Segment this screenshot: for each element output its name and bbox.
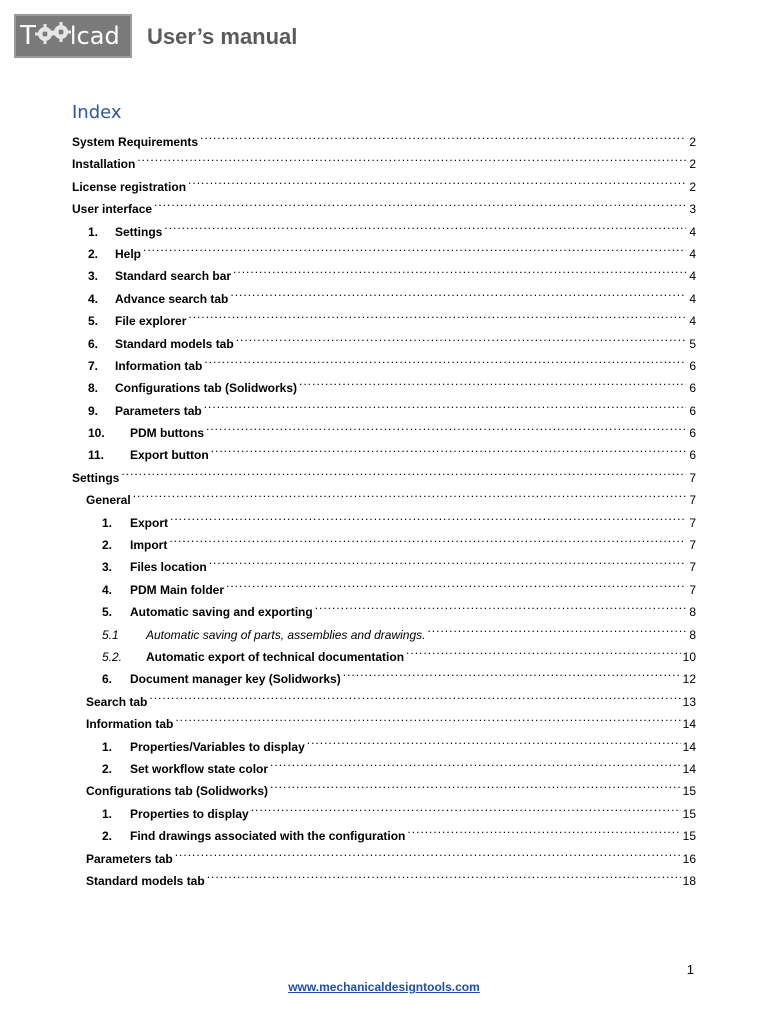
toc-entry-page: 10 (682, 649, 696, 664)
toc-entry-number: 10. (88, 426, 105, 441)
toc-entry-label: Installation (72, 157, 136, 172)
toc-dot-leader (169, 527, 686, 549)
toc-entry-label: Configurations tab (Solidworks) (115, 381, 297, 396)
toc-dot-leader (251, 796, 681, 818)
toc-entry-label: Settings (72, 470, 120, 485)
toc-entry-label: User interface (72, 202, 153, 217)
toc-entry-number: 5. (88, 314, 99, 329)
toc-dot-leader (315, 594, 686, 616)
toc-entry[interactable] (72, 706, 696, 732)
gears-icon (35, 17, 71, 57)
toc-dot-leader (188, 303, 686, 325)
toc-dot-leader (204, 393, 686, 415)
toc-dot-leader (270, 751, 681, 773)
toc-entry[interactable] (72, 684, 696, 709)
toc-entry-page: 7 (689, 493, 696, 508)
toc-entry[interactable] (72, 146, 696, 172)
toc-entry[interactable] (72, 124, 696, 149)
toc-entry-number: 2. (88, 246, 99, 261)
toc-entry-number: 1. (102, 806, 113, 821)
toc-entry-label: Help (115, 246, 142, 261)
toc-entry-page: 7 (689, 582, 696, 597)
toc-entry-label: Properties/Variables to display (130, 739, 305, 754)
index-heading: Index (72, 102, 122, 123)
table-of-contents (72, 124, 696, 888)
toc-entry-page: 7 (689, 515, 696, 530)
toc-entry-label: Export (130, 515, 169, 530)
toc-dot-leader (307, 729, 681, 751)
toc-entry[interactable] (72, 258, 696, 284)
toc-dot-leader (209, 549, 686, 571)
toc-entry-number: 6. (102, 672, 113, 687)
toc-entry[interactable] (72, 505, 696, 530)
toc-entry-label: License registration (72, 179, 187, 194)
toc-entry-number: 4. (88, 291, 99, 306)
toc-entry-label: Standard search bar (115, 269, 232, 284)
toc-entry-label: Set workflow state color (130, 761, 269, 776)
website-link[interactable]: www.mechanicaldesigntools.com (288, 980, 480, 994)
toc-entry-label: Export button (130, 448, 209, 463)
toc-entry-label: Automatic export of technical documentation (146, 649, 405, 664)
toc-dot-leader (211, 437, 686, 459)
toc-entry-page: 14 (682, 761, 696, 776)
toc-entry-label: Parameters tab (115, 403, 202, 418)
toc-entry-number: 1. (88, 224, 99, 239)
toc-entry-page: 4 (689, 291, 696, 306)
toc-entry-number: 2. (102, 538, 113, 553)
toc-entry-number: 6. (88, 336, 99, 351)
toc-entry-number: 11. (88, 448, 105, 463)
toc-entry-number: 1. (102, 739, 113, 754)
toc-entry-page: 2 (689, 157, 696, 172)
toc-entry-label: Information tab (115, 358, 203, 373)
toc-dot-leader (233, 258, 686, 280)
toc-dot-leader (204, 348, 686, 370)
toc-entry-label: Information tab (86, 717, 174, 732)
toc-entry-number: 4. (102, 582, 113, 597)
toc-entry-label: Advance search tab (115, 291, 229, 306)
toc-entry-label: PDM Main folder (130, 582, 225, 597)
toc-entry-page: 13 (682, 694, 696, 709)
toc-dot-leader (299, 370, 686, 392)
toc-entry-page: 6 (689, 358, 696, 373)
toc-entry-page: 8 (689, 605, 696, 620)
toc-dot-leader (206, 415, 686, 437)
toc-entry-page: 15 (682, 829, 696, 844)
toc-dot-leader (200, 124, 686, 146)
toc-entry-number: 5.2. (102, 649, 123, 664)
toc-entry-number: 3. (88, 269, 99, 284)
toolcad-logo (14, 14, 132, 58)
toc-dot-leader (407, 818, 680, 840)
toc-entry-label: General (86, 493, 131, 508)
toc-entry-number: 5. (102, 605, 113, 620)
toc-entry-label: File explorer (115, 314, 187, 329)
toc-entry-label: Standard models tab (86, 873, 205, 888)
toc-entry-page: 5 (689, 336, 696, 351)
toc-entry-page: 18 (682, 873, 696, 888)
toc-entry-number: 3. (102, 560, 113, 575)
toc-entry-page: 3 (689, 202, 696, 217)
toc-entry-page: 2 (689, 179, 696, 194)
toc-entry-number: 7. (88, 358, 99, 373)
toc-entry-label: Properties to display (130, 806, 249, 821)
toc-entry-page: 7 (689, 560, 696, 575)
toc-entry-label: Import (130, 538, 168, 553)
toc-dot-leader (164, 214, 686, 236)
toc-entry-page: 14 (682, 739, 696, 754)
toc-entry-page: 4 (689, 246, 696, 261)
toc-dot-leader (121, 460, 686, 482)
toc-entry-page: 15 (682, 806, 696, 821)
toc-entry-label: Find drawings associated with the configuration (130, 829, 406, 844)
logo-prefix: T (20, 21, 36, 51)
toc-entry-label: Automatic saving of parts, assemblies and drawings. (146, 627, 426, 642)
document-title: User’s manual (147, 24, 298, 49)
toc-dot-leader (154, 191, 686, 213)
toc-entry-label: Document manager key (Solidworks) (130, 672, 341, 687)
toc-entry-page: 4 (689, 269, 696, 284)
toc-dot-leader (230, 281, 686, 303)
toc-entry-page: 6 (689, 381, 696, 396)
toc-entry-label: Parameters tab (86, 851, 173, 866)
toc-dot-leader (270, 773, 681, 795)
toc-entry-number: 1. (102, 515, 113, 530)
toc-dot-leader (143, 236, 686, 258)
toc-entry-page: 7 (689, 470, 696, 485)
toc-entry[interactable] (72, 214, 696, 239)
toc-entry-label: Automatic saving and exporting (130, 605, 313, 620)
toc-dot-leader (343, 661, 681, 683)
toc-entry[interactable] (72, 460, 696, 485)
toc-entry-label: Settings (115, 224, 163, 239)
toc-entry-page: 16 (682, 851, 696, 866)
toc-entry-page: 8 (689, 627, 696, 642)
toc-dot-leader (226, 572, 686, 594)
toc-entry-label: System Requirements (72, 135, 199, 149)
toc-dot-leader (175, 706, 680, 728)
toc-entry-number: 9. (88, 403, 99, 418)
toc-entry-label: PDM buttons (130, 426, 204, 441)
toc-dot-leader (207, 863, 681, 885)
toc-entry[interactable] (72, 191, 696, 217)
toc-entry-page: 7 (689, 538, 696, 553)
toc-dot-leader (406, 639, 681, 661)
toc-entry-number: 8. (88, 381, 99, 396)
toc-entry-label: Configurations tab (Solidworks) (86, 784, 268, 799)
toc-dot-leader (427, 617, 686, 639)
toc-entry-number: 5.1 (102, 627, 119, 642)
toc-dot-leader (149, 684, 680, 706)
toc-entry[interactable] (72, 482, 696, 508)
toc-entry-page: 4 (689, 314, 696, 329)
toc-entry-label: Standard models tab (115, 336, 234, 351)
toc-dot-leader (175, 841, 681, 863)
toc-entry[interactable] (72, 236, 696, 261)
toc-entry-page: 2 (689, 135, 696, 149)
toc-dot-leader (188, 169, 686, 191)
toc-entry-number: 2. (102, 761, 113, 776)
toc-entry-page: 12 (682, 672, 696, 687)
toc-dot-leader (236, 326, 686, 348)
toc-dot-leader (170, 505, 686, 527)
toc-entry-page: 6 (689, 448, 696, 463)
toc-dot-leader (137, 146, 686, 168)
toc-dot-leader (133, 482, 686, 504)
logo-suffix: lcad (69, 22, 120, 50)
toc-entry-number: 2. (102, 829, 113, 844)
page-number: 1 (686, 962, 694, 977)
toc-entry-label: Search tab (86, 694, 148, 709)
toc-entry-label: Files location (130, 560, 207, 575)
toc-entry-page: 6 (689, 403, 696, 418)
toc-entry-page: 4 (689, 224, 696, 239)
toc-entry[interactable] (72, 169, 696, 194)
toc-entry-page: 15 (682, 784, 696, 799)
toc-entry-page: 6 (689, 426, 696, 441)
toc-entry-page: 14 (682, 717, 696, 732)
